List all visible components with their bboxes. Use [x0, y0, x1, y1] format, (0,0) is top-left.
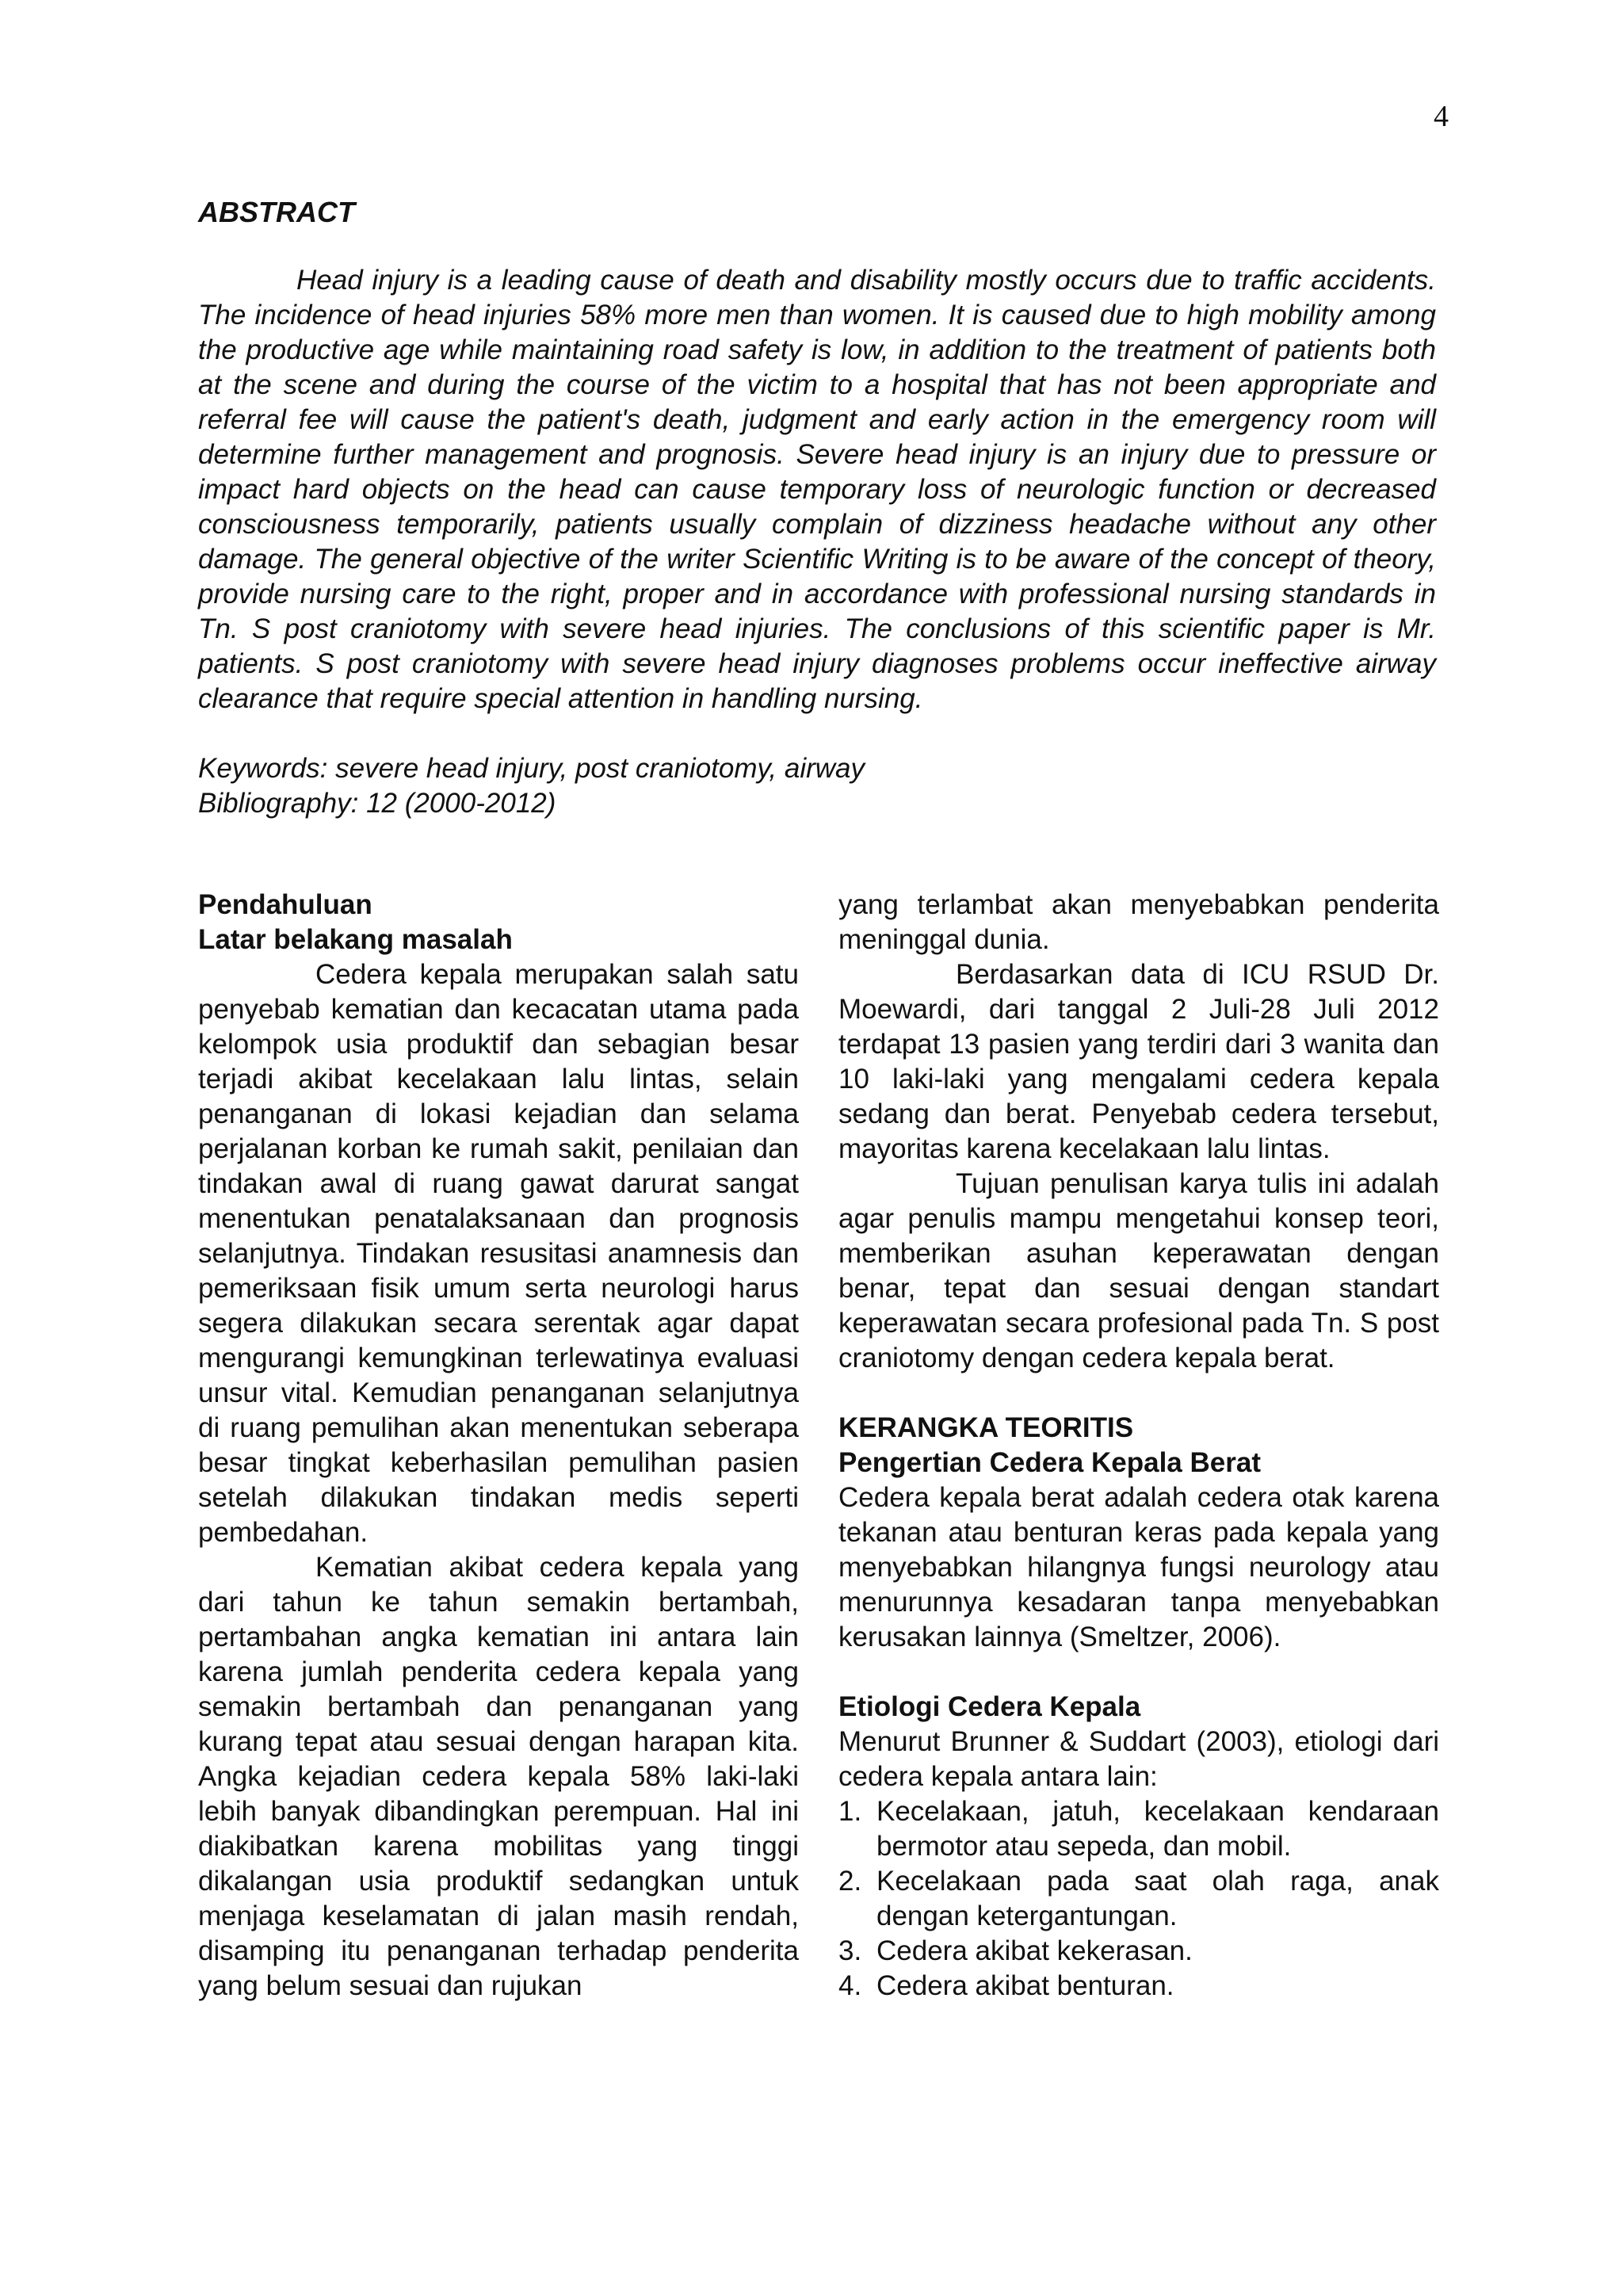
subheading-etiologi: Etiologi Cedera Kepala [838, 1691, 1141, 1722]
abstract-heading: ABSTRACT [198, 196, 355, 228]
list-item-text: Kecelakaan pada saat olah raga, anak dengan ketergantungan. [876, 1866, 1439, 1931]
paragraph-etiology-intro: Menurut Brunner & Suddart (2003), etiologi dari cedera kepala antara lain: [838, 1726, 1439, 1792]
abstract-meta [198, 751, 1436, 821]
right-column [838, 888, 1439, 2004]
list-item-number: 3. [838, 1935, 862, 1966]
paragraph-data-icu: Berdasarkan data di ICU RSUD Dr. Moewardi, dari tanggal 2 Juli-28 Juli 2012 terdapat 13 pasien yang terdiri dari 3 wanita dan 10 laki-laki yang mengalami cedera kepala sedang dan berat. Penyebab cedera tersebut, mayoritas karena kecelakaan lalu lintas. [838, 959, 1439, 1164]
paragraph-kematian: Kematian akibat cedera kepala yang dari tahun ke tahun semakin bertambah, pertambahan angka kematian ini antara lain karena jumlah penderita cedera kepala yang semakin bertambah dan penanganan yang kurang tepat atau sesuai dengan harapan kita. Angka kejadian cedera kepala 58% laki-laki lebih banyak dibandingkan perempuan. Hal ini diakibatkan karena mobilitas yang tinggi dikalangan usia produktif sedangkan untuk menjaga keselamatan di jalan masih rendah, disamping itu penanganan terhadap penderita yang belum sesuai dan rujukan [198, 1552, 799, 2001]
list-item [838, 1969, 1439, 2004]
list-item-text: Kecelakaan, jatuh, kecelakaan kendaraan bermotor atau sepeda, dan mobil. [876, 1796, 1439, 1862]
etiology-list [838, 1794, 1439, 2004]
list-item [838, 1864, 1439, 1934]
paragraph-definition: Cedera kepala berat adalah cedera otak karena tekanan atau benturan keras pada kepala yang menyebabkan hilangnya fungsi neurology atau menurunnya kesadaran tanpa menyebabkan kerusakan lainnya (Smeltzer, 2006). [838, 1482, 1439, 1652]
paragraph-tujuan: Tujuan penulisan karya tulis ini adalah agar penulis mampu mengetahui konsep teori, memberikan asuhan keperawatan dengan benar, tepat dan sesuai dengan standart keperawatan secara profesional pada Tn. S post craniotomy dengan cedera kepala berat. [838, 1168, 1439, 1373]
list-item [838, 1794, 1439, 1864]
abstract-body: Head injury is a leading cause of death and disability mostly occurs due to traffic accidents. The incidence of head injuries 58% more men than women. It is caused due to high mobility among the productive age while maintaining road safety is low, in addition to the treatment of patients both at the scene and during the course of the victim to a hospital that has not been appropriate and referral fee will cause the patient's death, judgment and early action in the emergency room will determine further management and prognosis. Severe head injury is an injury due to pressure or impact hard objects on the head can cause temporary loss of neurologic function or decreased consciousness temporarily, patients usually complain of dizziness headache without any other damage. The general objective of the writer Scientific Writing is to be aware of the concept of theory, provide nursing care to the right, proper and in accordance with professional nursing standards in Tn. S post craniotomy with severe head injuries. The conclusions of this scientific paper is Mr. patients. S post craniotomy with severe head injury diagnoses problems occur ineffective airway clearance that require special attention in handling nursing. [198, 265, 1436, 714]
subheading-pengertian: Pengertian Cedera Kepala Berat [838, 1447, 1261, 1478]
list-item-number: 4. [838, 1970, 862, 2001]
list-item-text: Cedera akibat benturan. [876, 1970, 1174, 2001]
list-item-number: 1. [838, 1796, 862, 1827]
list-item-number: 2. [838, 1866, 862, 1897]
abstract-section [198, 195, 1436, 821]
bibliography-line: Bibliography: 12 (2000-2012) [198, 788, 556, 819]
page-number: 4 [1434, 100, 1449, 133]
paragraph-cedera-kepala: Cedera kepala merupakan salah satu penyebab kematian dan kecacatan utama pada kelompok usia produktif dan sebagian besar terjadi akibat kecelakaan lalu lintas, selain penanganan di lokasi kejadian dan selama perjalanan korban ke rumah sakit, penilaian dan tindakan awal di ruang gawat darurat sangat menentukan penatalaksanaan dan prognosis selanjutnya. Tindakan resusitasi anamnesis dan pemeriksaan fisik umum serta neurologi harus segera dilakukan secara serentak agar dapat mengurangi kemungkinan terlewatinya evaluasi unsur vital. Kemudian penanganan selanjutnya di ruang pemulihan akan menentukan seberapa besar tingkat keberhasilan pemulihan pasien setelah dilakukan tindakan medis seperti pembedahan. [198, 959, 799, 1548]
list-item-text: Cedera akibat kekerasan. [876, 1935, 1193, 1966]
subheading-latar-belakang: Latar belakang masalah [198, 924, 513, 955]
keywords-line: Keywords: severe head injury, post craniotomy, airway [198, 753, 865, 784]
left-column [198, 888, 799, 2004]
list-item [838, 1934, 1439, 1969]
paragraph-continuation: yang terlambat akan menyebabkan penderita meninggal dunia. [838, 889, 1439, 955]
section-heading-kerangka: KERANGKA TEORITIS [838, 1412, 1134, 1443]
section-heading-pendahuluan: Pendahuluan [198, 889, 372, 920]
